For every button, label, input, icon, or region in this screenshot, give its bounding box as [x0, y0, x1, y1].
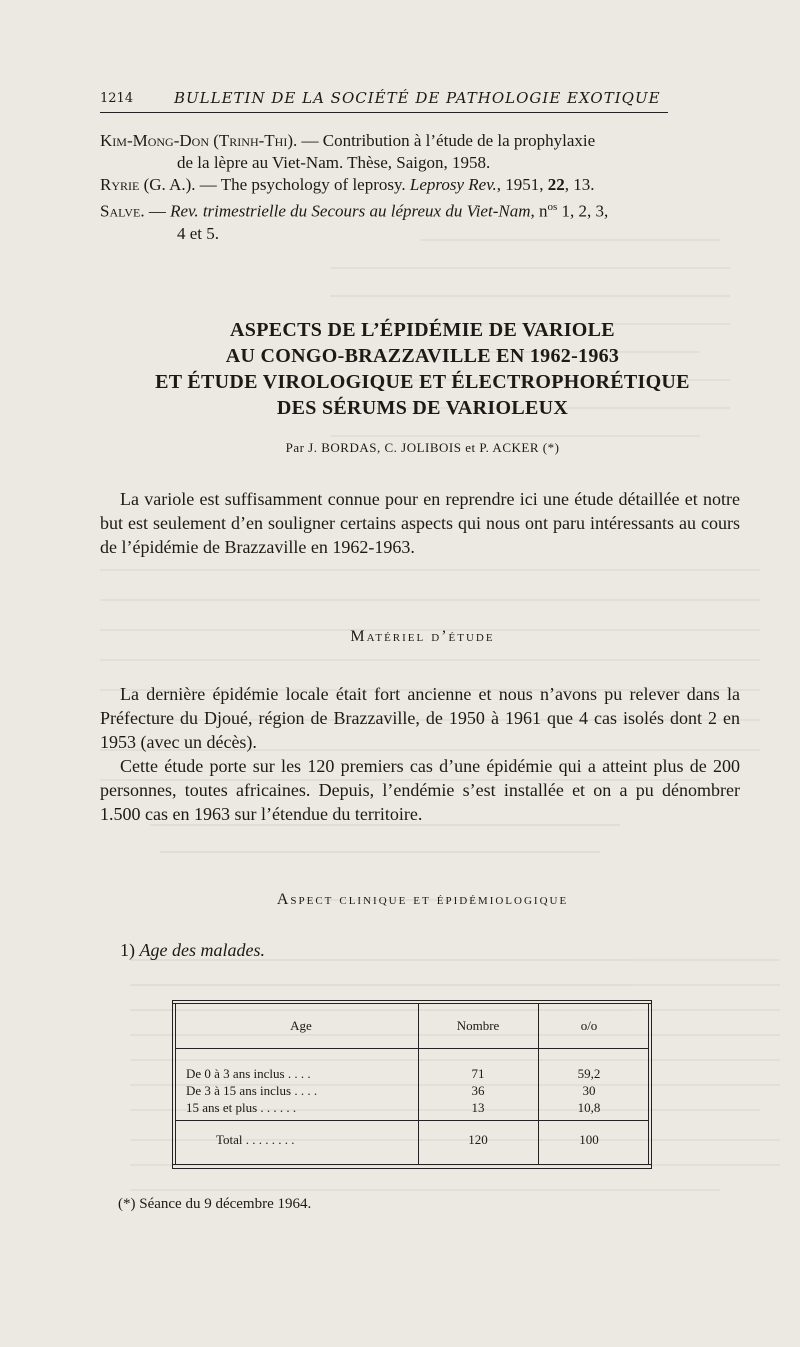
subsection-number: 1) [120, 940, 135, 960]
age-cell [186, 1066, 416, 1082]
total-percent-cell: 100 [579, 1132, 599, 1147]
total-label: Total [216, 1132, 243, 1147]
title-line: DES SÉRUMS DE VARIOLEUX [276, 397, 569, 419]
leader-dots: . . . . [284, 1066, 311, 1081]
table-row [172, 1083, 652, 1099]
reference-author: Ryrie (G. A.). [100, 175, 196, 194]
leader-dots: . . . . [291, 1083, 318, 1098]
table-border-top [172, 1000, 652, 1001]
header-rule [100, 112, 668, 113]
title-line: ET ÉTUDE VIROLOGIQUE ET ÉLECTROPHORÉTIQUE [155, 371, 690, 393]
table-border-top-inner [172, 1003, 652, 1004]
title-line: ASPECTS DE L’ÉPIDÉMIE DE VARIOLE [230, 319, 615, 341]
reference-salve [100, 196, 750, 245]
nombre-cell: 13 [471, 1100, 485, 1115]
article-authors: Par J. BORDAS, C. JOLIBOIS et P. ACKER (*) [285, 440, 560, 455]
age-table [172, 1000, 652, 1170]
reference-author: Kim-Mong-Don (Trinh-Thi). [100, 131, 298, 150]
materiel-paragraph-1 [100, 682, 740, 754]
age-label: De 3 à 15 ans inclus [186, 1083, 292, 1098]
section-heading-aspect-clinique: Aspect clinique et épidémiologique [276, 891, 569, 908]
nombre-cell: 36 [471, 1083, 485, 1098]
intro-text: La variole est suffisamment connue pour en reprendre ici une étude détaillée et notre but est seulement d’en souligner certains aspects qui nous ont paru intéressants au cours de l’épidémie de Brazzaville en 1962-1963. [100, 489, 740, 557]
total-cell [216, 1132, 446, 1148]
age-cell [186, 1083, 416, 1099]
column-header-percent: o/o [580, 1018, 598, 1033]
reference-number-prefix: , n [530, 201, 548, 221]
section-heading-materiel: Matériel d’étude [350, 628, 495, 645]
reference-volume: 22 [547, 175, 565, 194]
nombre-cell: 71 [471, 1066, 485, 1081]
reference-text-continued: de la lèpre au Viet-Nam. Thèse, Saigon, 1958. [177, 153, 491, 172]
materiel-text-2: Cette étude porte sur les 120 premiers cas d’une épidémie qui a atteint plus de 200 personnes, toutes africaines. Depuis, l’endémie s’est installée et on a pu dénombrer 1.500 cas en 1963 sur l’étendue du territoire. [100, 756, 740, 824]
reference-pages: , 13. [564, 175, 595, 194]
article-title [100, 317, 745, 421]
total-nombre-cell: 120 [468, 1132, 488, 1147]
reference-separator: — [195, 175, 221, 194]
leader-dots: . . . . . . [257, 1100, 297, 1115]
reference-text-continued: 4 et 5. [177, 223, 220, 243]
footnote: (*) Séance du 9 décembre 1964. [118, 1196, 312, 1212]
title-line: AU CONGO-BRAZZAVILLE EN 1962-1963 [225, 345, 620, 367]
table-border-bottom [172, 1168, 652, 1169]
materiel-paragraph-2 [100, 754, 740, 826]
intro-paragraph [100, 487, 740, 559]
page-number: 1214 [100, 91, 134, 106]
table-total-rule [175, 1120, 649, 1121]
reference-journal: Leprosy Rev. [409, 175, 497, 194]
percent-cell: 10,8 [577, 1100, 601, 1115]
reference-text: The psychology of leprosy. [220, 175, 410, 194]
table-border-bottom-inner [172, 1164, 652, 1165]
reference-numbers: 1, 2, 3, [557, 201, 609, 221]
leader-dots: . . . . . . . . [242, 1132, 295, 1147]
table-row [172, 1100, 652, 1116]
journal-title: BULLETIN DE LA SOCIÉTÉ DE PATHOLOGIE EXOTIQUE [174, 89, 661, 107]
reference-kim-mong-don [100, 130, 750, 174]
reference-number-sup: os [547, 201, 558, 213]
table-header-row [172, 1018, 652, 1034]
table-row [172, 1066, 652, 1082]
age-cell [186, 1100, 416, 1116]
column-header-age: Age [290, 1018, 312, 1033]
column-header-nombre: Nombre [456, 1018, 500, 1033]
subsection-title: Age des malades. [139, 940, 265, 960]
reference-author: Salve. [100, 201, 145, 221]
reference-year: , 1951, [496, 175, 548, 194]
reference-journal: Rev. trimestrielle du Secours au lépreux du Viet-Nam [170, 201, 531, 221]
running-header [100, 87, 668, 115]
percent-cell: 30 [582, 1083, 596, 1098]
reference-separator: — [144, 201, 171, 221]
table-header-rule [175, 1048, 649, 1049]
subsection-heading [120, 940, 265, 961]
reference-text: Contribution à l’étude de la prophylaxie [322, 131, 596, 150]
age-label: De 0 à 3 ans inclus [186, 1066, 285, 1081]
reference-ryrie [100, 174, 750, 196]
materiel-text-1: La dernière épidémie locale était fort ancienne et nous n’avons pu relever dans la Préfecture du Djoué, région de Brazzaville, de 1950 à 1961 que 4 cas isolés dont 2 en 1953 (avec un décès). [100, 684, 740, 752]
percent-cell: 59,2 [577, 1066, 601, 1081]
age-label: 15 ans et plus [186, 1100, 258, 1115]
reference-separator: — [297, 131, 323, 150]
table-total-row [172, 1132, 652, 1148]
